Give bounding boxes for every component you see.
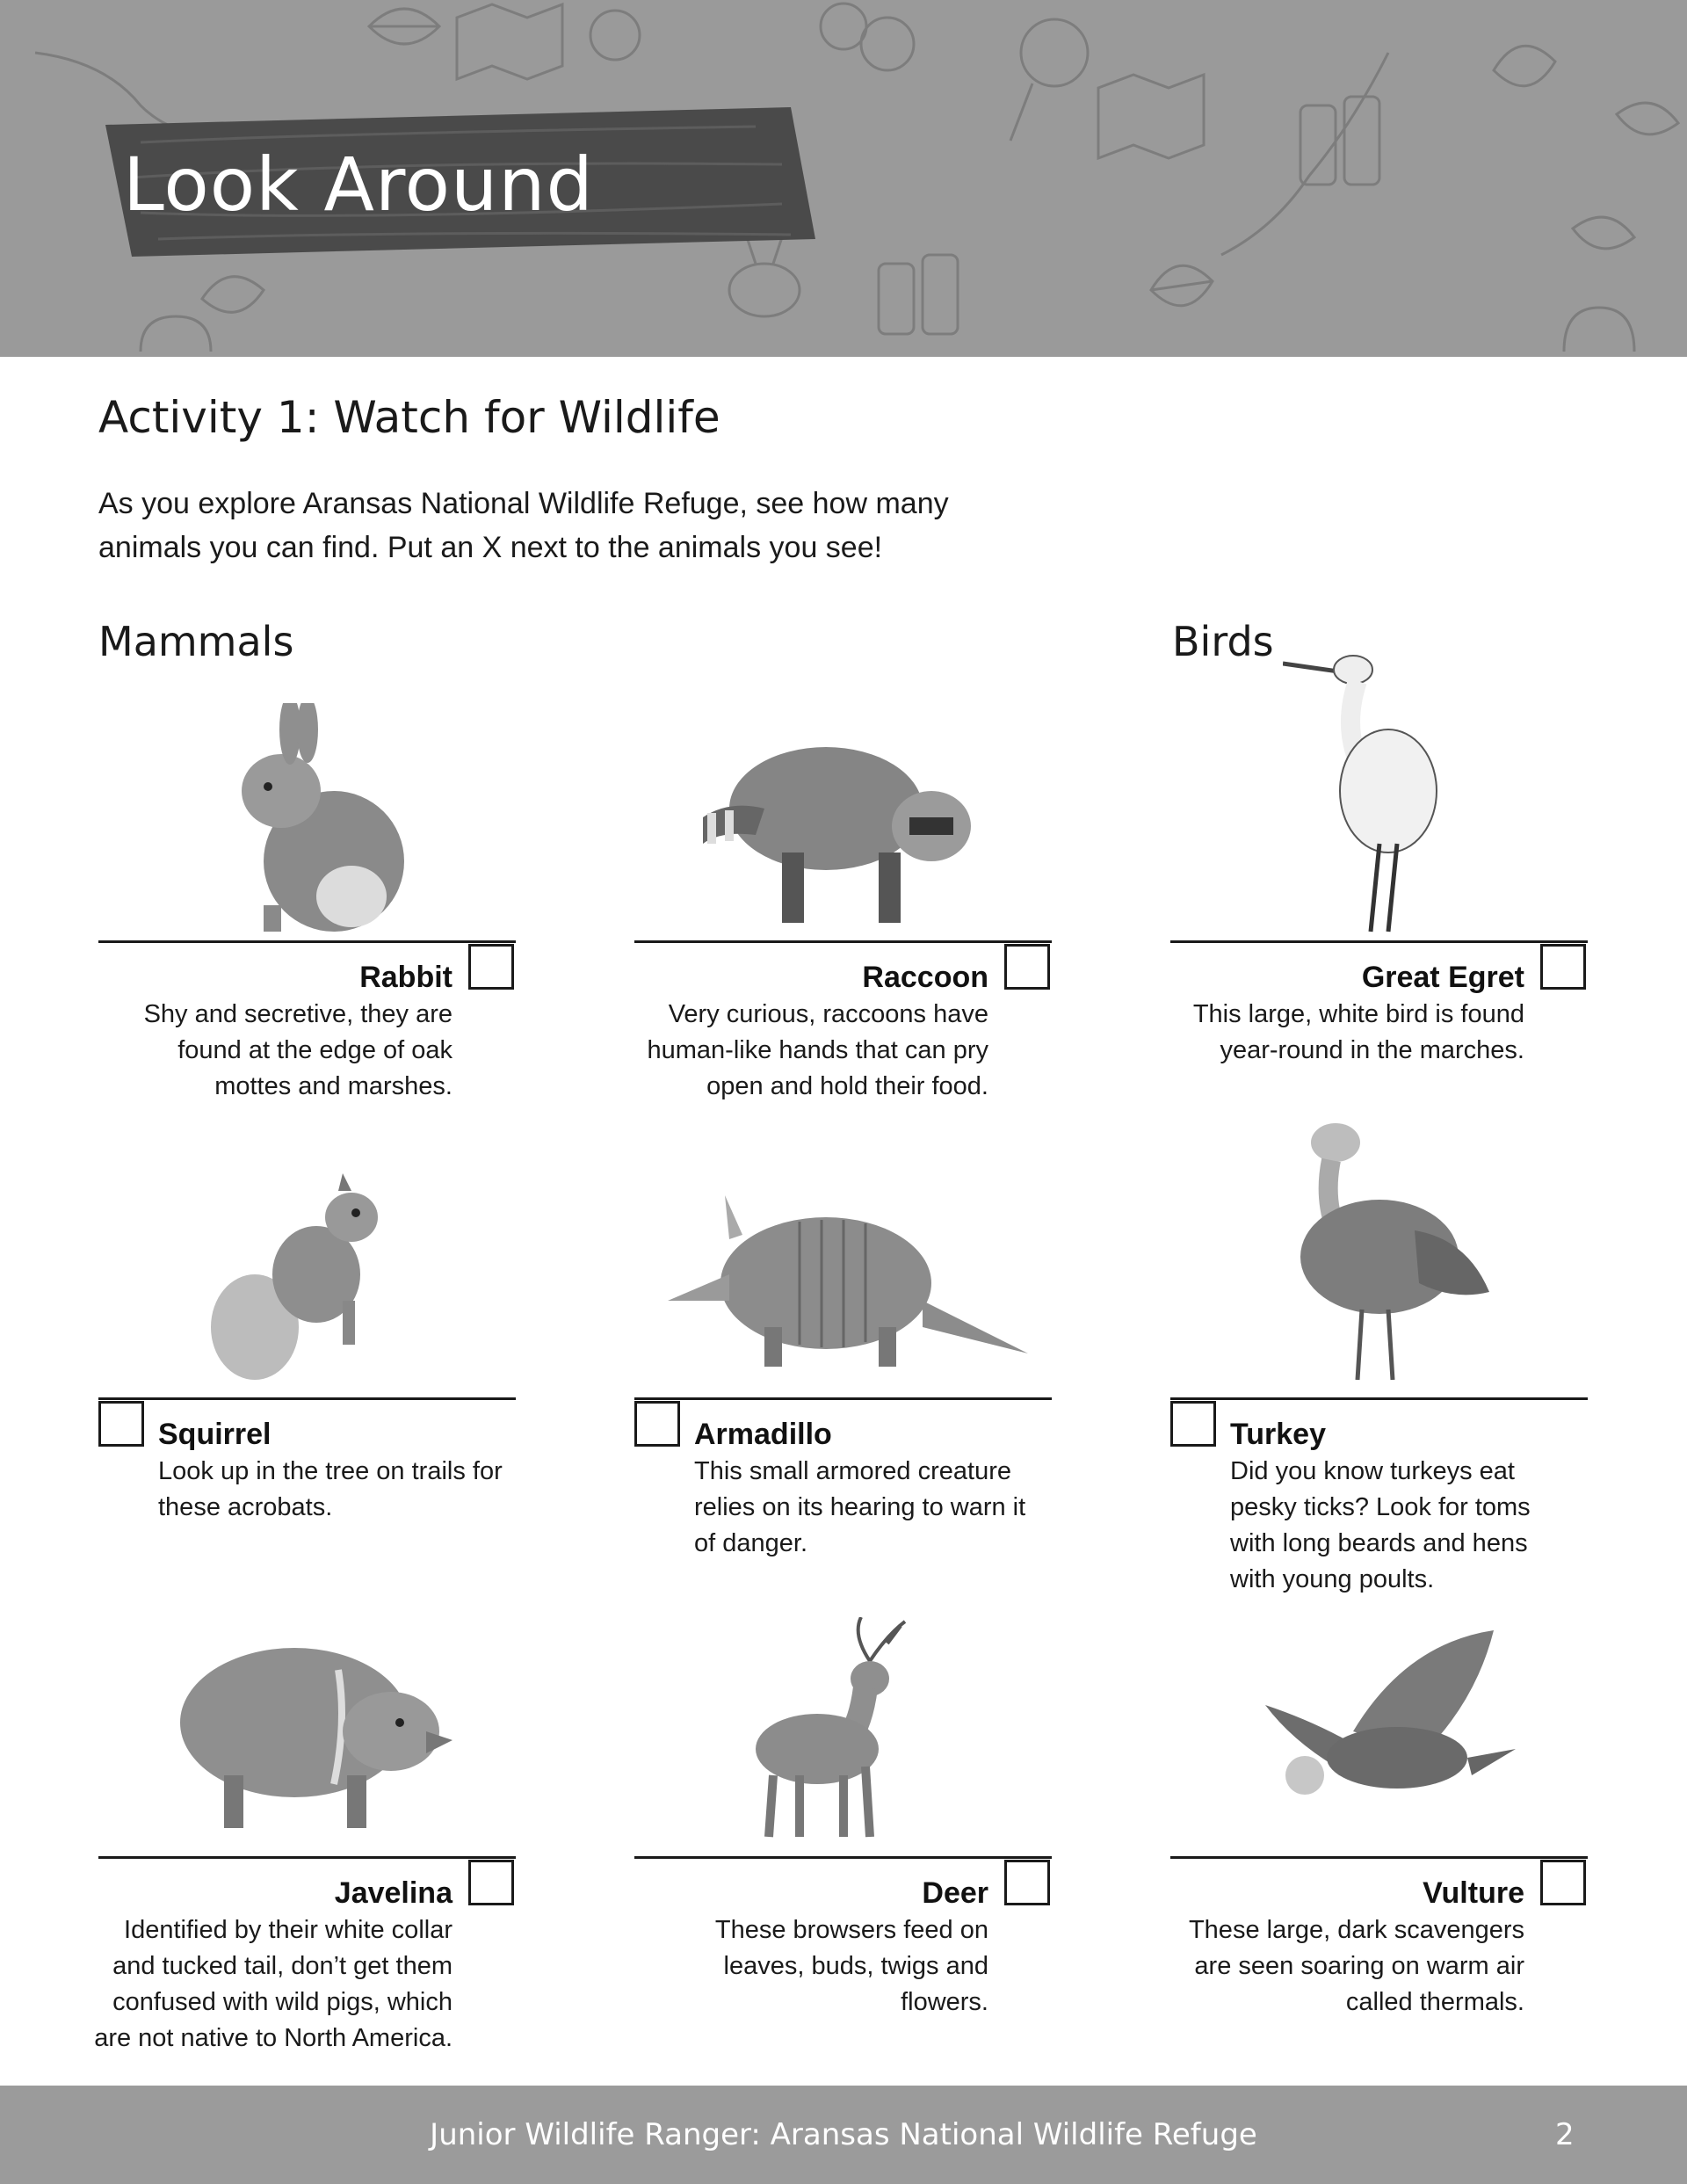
armadillo-desc-line-3: of danger. [694,1529,807,1557]
squirrel-desc-line-2: these acrobats. [158,1493,333,1521]
javelina-desc-line-3: confused with wild pigs, which [112,1988,453,2016]
header-banner [0,0,1687,357]
turkey-illustration [1283,1116,1494,1389]
armadillo-desc-line-2: relies on its hearing to warn it [694,1493,1026,1521]
footer-bar [0,2086,1687,2184]
footer-title: Junior Wildlife Ranger: Aransas National Wildlife Refuge [430,2117,1257,2152]
raccoon-name: Raccoon [862,961,988,994]
javelina-divider [98,1856,516,1859]
javelina-checkbox[interactable] [468,1860,514,1905]
deer-desc-line-3: flowers. [901,1988,988,2016]
vulture-name: Vulture [1423,1876,1524,1910]
raccoon-desc-line-2: human-like hands that can pry [647,1036,988,1064]
vulture-illustration [1248,1626,1520,1819]
raccoon-checkbox[interactable] [1004,944,1050,990]
deer-desc-line-1: These browsers feed on [714,1916,988,1944]
mammals-heading: Mammals [98,618,294,665]
javelina-desc-line-2: and tucked tail, don’t get them [112,1952,453,1980]
great-egret-desc-line-2: year-round in the marches. [1220,1036,1524,1064]
page-title: Look Around [123,141,594,228]
squirrel-name: Squirrel [158,1418,272,1451]
deer-divider [634,1856,1052,1859]
squirrel-checkbox[interactable] [98,1401,144,1447]
armadillo-desc-line-1: This small armored creature [694,1457,1011,1485]
rabbit-name: Rabbit [359,961,453,994]
rabbit-checkbox[interactable] [468,944,514,990]
deer-checkbox[interactable] [1004,1860,1050,1905]
raccoon-illustration [685,712,1002,932]
rabbit-desc-line-2: found at the edge of oak [177,1036,453,1064]
armadillo-checkbox[interactable] [634,1401,680,1447]
javelina-name: Javelina [334,1876,453,1910]
instructions-line-1: As you explore Aransas National Wildlife Refuge, see how many [98,487,949,520]
raccoon-desc-line-1: Very curious, raccoons have [668,1000,988,1028]
vulture-desc-line-2: are seen soaring on warm air [1194,1952,1524,1980]
vulture-description [1155,1912,1524,2021]
great-egret-checkbox[interactable] [1540,944,1586,990]
raccoon-divider [634,940,1052,943]
turkey-checkbox[interactable] [1170,1401,1216,1447]
activity-title: Activity 1: Watch for Wildlife [98,392,720,443]
great-egret-illustration [1283,642,1467,940]
squirrel-desc-line-1: Look up in the tree on trails for [158,1457,503,1485]
deer-description [619,1912,988,2021]
armadillo-illustration [668,1186,1037,1380]
great-egret-desc-line-1: This large, white bird is found [1192,1000,1524,1028]
deer-desc-line-2: leaves, buds, twigs and [723,1952,988,1980]
deer-illustration [756,1617,931,1846]
armadillo-divider [634,1397,1052,1400]
vulture-desc-line-3: called thermals. [1345,1988,1524,2016]
turkey-name: Turkey [1230,1418,1326,1451]
rabbit-illustration [220,703,413,940]
squirrel-illustration [202,1169,395,1389]
birds-heading: Birds [1172,618,1274,665]
instructions-line-2: animals you can find. Put an X next to the animals you see! [98,531,883,564]
armadillo-name: Armadillo [694,1418,832,1451]
turkey-desc-line-2: pesky ticks? Look for toms [1230,1493,1531,1521]
turkey-desc-line-1: Did you know turkeys eat [1230,1457,1515,1485]
javelina-description [83,1912,453,2057]
rabbit-divider [98,940,516,943]
javelina-desc-line-1: Identified by their white collar [124,1916,453,1944]
rabbit-desc-line-1: Shy and secretive, they are [143,1000,453,1028]
vulture-checkbox[interactable] [1540,1860,1586,1905]
rabbit-desc-line-3: mottes and marshes. [214,1072,453,1100]
turkey-divider [1170,1397,1588,1400]
great-egret-name: Great Egret [1361,961,1524,994]
page-number: 2 [1555,2117,1575,2152]
squirrel-divider [98,1397,516,1400]
squirrel-description [158,1454,527,1526]
turkey-description [1230,1454,1599,1598]
great-egret-divider [1170,940,1588,943]
vulture-desc-line-1: These large, dark scavengers [1188,1916,1524,1944]
armadillo-description [694,1454,1063,1562]
javelina-illustration [171,1635,453,1837]
javelina-desc-line-4: are not native to North America. [94,2024,453,2052]
raccoon-desc-line-3: open and hold their food. [706,1072,988,1100]
rabbit-description [83,997,453,1105]
activity-instructions [98,482,1065,570]
raccoon-description [619,997,988,1105]
vulture-divider [1170,1856,1588,1859]
great-egret-description [1155,997,1524,1069]
deer-name: Deer [922,1876,988,1910]
turkey-desc-line-4: with young poults. [1230,1565,1435,1593]
turkey-desc-line-3: with long beards and hens [1230,1529,1528,1557]
